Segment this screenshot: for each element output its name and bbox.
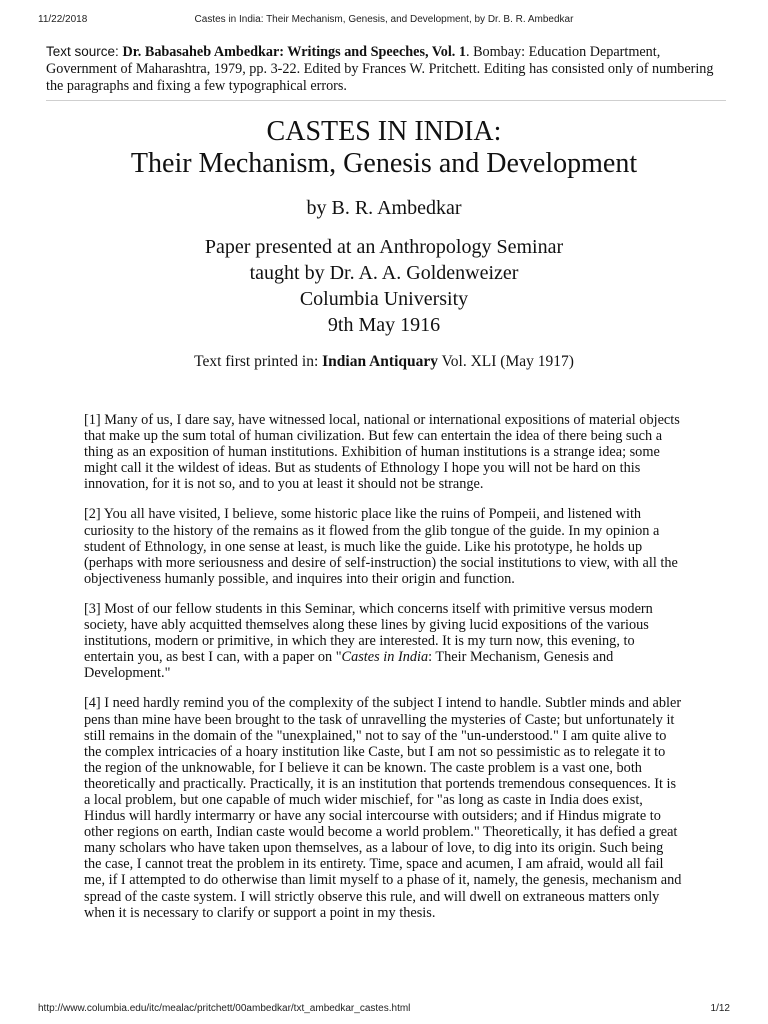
paragraph-1: [1] Many of us, I dare say, have witnessed local, national or international expositions of material objects that make up the sum total of human civilization. But few can entertain the idea of there being such a thing as an exposition of human institutions. Exhibition of human institutions is a strange idea; some might call it the wildest of ideas. But as students of Ethnology I hope you will not be hard on this innovation, for it is not so, and to you at least it should not be strange. bbox=[84, 412, 680, 493]
divider bbox=[46, 100, 726, 101]
main-title: CASTES IN INDIA: bbox=[266, 116, 502, 147]
source-lead: Text source: bbox=[46, 44, 123, 59]
paragraph-2: [2] You all have visited, I believe, some historic place like the ruins of Pompeii, and listened with curiosity to the history of the remains as it flowed from the glib tongue of the guide. In my opinion a student of Ethnology, in one sense at least, is much like the guide. Like his prototype, he holds up (perhaps with more seriousness and desire of self-instruction) the social institutions to view, with all the objectiveness humanly possible, and inquires into their origin and function. bbox=[84, 506, 678, 587]
print-footer bbox=[38, 1003, 730, 1014]
body-text bbox=[84, 412, 684, 935]
text-source-note bbox=[46, 43, 726, 95]
print-header bbox=[38, 14, 730, 25]
paper-line: Paper presented at an Anthropology Seminar bbox=[204, 236, 564, 258]
source-book-title: Dr. Babasaheb Ambedkar: Writings and Speeches, Vol. 1 bbox=[122, 44, 466, 60]
source-details: . Bombay: Education Department, Government of Maharashtra, 1979, pp. 3-22. Edited by Frances W. Pritchett. Editing has consisted only of numbering the paragraphs and fixing a few typographical errors. bbox=[46, 44, 714, 94]
paragraph-3 bbox=[84, 601, 684, 681]
page-number: 1/12 bbox=[710, 1003, 730, 1014]
print-date: 11/22/2018 bbox=[38, 14, 88, 25]
paragraph-3-end: : Their Mechanism, Genesis and Development." bbox=[84, 649, 614, 682]
first-printed-note bbox=[0, 352, 768, 372]
paper-info bbox=[0, 234, 768, 338]
printed-lead: Text first printed in: bbox=[194, 353, 323, 370]
author-line: by B. R. Ambedkar bbox=[306, 197, 462, 219]
print-page-title: Castes in India: Their Mechanism, Genesis, and Development, by Dr. B. R. Ambedkar bbox=[194, 14, 574, 25]
paragraph-3-text: [3] Most of our fellow students in this Seminar, which concerns itself with primitive versus modern society, have ably acquitted themselves along these lines by giving lucid expositions of the various institutions, modern or primitive, in which they are interested. It is my turn now, this evening, to entertain you, as best I can, with a paper on " bbox=[84, 600, 653, 666]
printed-journal: Indian Antiquary bbox=[322, 353, 439, 370]
paper-line: 9th May 1916 bbox=[327, 314, 441, 336]
paper-line: Columbia University bbox=[299, 288, 469, 310]
title-block bbox=[0, 116, 768, 372]
paragraph-4: [4] I need hardly remind you of the complexity of the subject I intend to handle. Subtler minds and abler pens than mine have been brought to the task of unravelling the mysteries of Caste; but unfortunately it still remains in the domain of the "unexplained," not to say of the "un-understood." I am quite alive to the complex intricacies of a hoary institution like Caste, but I am not so pessimistic as to relegate it to the region of the unknowable, for I believe it can be known. The caste problem is a vast one, both theoretically and practically. Practically, it is an institution that portends tremendous consequences. It is a local problem, but one capable of much wider mischief, for "as long as caste in India does exist, Hindus will hardly intermarry or have any social intercourse with outsiders; and if Hindus migrate to other regions on earth, Indian caste would become a world problem." Theoretically, it has defied a great many scholars who have taken upon themselves, as a labour of love, to dig into its origin. Such being the case, I cannot treat the problem in its entirety. Time, space and acumen, I am afraid, would all fail me, if I attempted to do otherwise than limit myself to a phase of it, namely, the genesis, mechanism and spread of the caste system. I will strictly observe this rule, and will dwell on extraneous matters only when it is necessary to clarify or support a point in my thesis. bbox=[84, 695, 682, 921]
subtitle: Their Mechanism, Genesis and Development bbox=[130, 148, 638, 179]
printed-volume: Vol. XLI (May 1917) bbox=[438, 353, 574, 370]
paper-line: taught by Dr. A. A. Goldenweizer bbox=[249, 262, 519, 284]
page-url: http://www.columbia.edu/itc/mealac/pritchett/00ambedkar/txt_ambedkar_castes.html bbox=[38, 1003, 411, 1014]
paragraph-3-italic: Castes in India bbox=[341, 649, 429, 666]
